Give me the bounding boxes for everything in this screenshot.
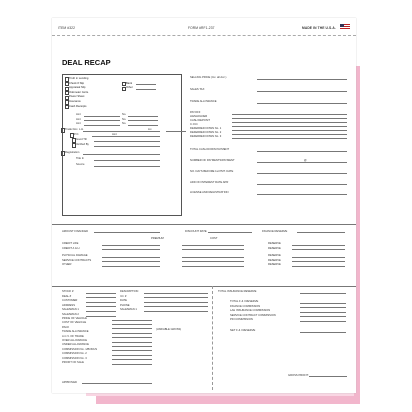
reserve-total-label: FINANCE COMMISSION — [230, 304, 261, 308]
blank-line — [102, 261, 160, 262]
gross-row-label: COMMISSION No. 3 — [62, 356, 87, 360]
gross-row-label: PRICE OF VEHICLE — [62, 317, 87, 320]
title-in-label: Title In — [76, 157, 84, 160]
deal-field-mid-label: I.D. # — [120, 294, 127, 298]
gross-profit-label: GROSS PROFIT: — [288, 374, 309, 377]
checklist-label: Power Sheet — [69, 95, 85, 99]
blank-line — [232, 118, 347, 119]
gross-row-label: TRADE ALLOWANCE — [62, 330, 89, 334]
blank-line — [130, 136, 160, 137]
blank-line — [292, 245, 345, 246]
blank-line — [84, 125, 120, 126]
blank-line — [144, 306, 208, 307]
registration-label: Registration — [65, 151, 80, 154]
payment-field-label: NO. DAYS BEFORE 1st PMT. DATE — [190, 170, 234, 173]
blank-line — [112, 324, 152, 325]
section-divider-2 — [52, 286, 356, 287]
blank-line — [84, 120, 120, 121]
deal-field-mid-label: PHONE — [120, 303, 130, 307]
blank-line — [257, 162, 347, 163]
section-divider — [52, 224, 356, 225]
item-number: ITEM #322 — [58, 26, 76, 30]
deal-field-label: SALESMAN 2 — [62, 313, 79, 316]
amt-label: Amt — [76, 117, 81, 121]
payment-field-label: SELLING PRICE (Inc. all Acc.) — [190, 76, 227, 79]
insurance-label: CREDIT LIFE — [62, 242, 79, 245]
discount-rate-label: DISCOUNT RATE — [185, 230, 207, 233]
gross-row-label: PACK — [62, 325, 70, 329]
approved-label: APPROVED — [62, 381, 77, 384]
checklist-label: Insurance — [69, 100, 81, 103]
blank-line — [300, 321, 346, 322]
blank-line — [102, 245, 160, 246]
checklist-label: Check # Slip — [69, 81, 85, 85]
blank-line — [112, 333, 152, 334]
blank-line — [182, 249, 244, 250]
payment-at-symbol: @ — [304, 159, 307, 162]
payment-field-label: ADD ON INTEREST RATE APR — [190, 181, 229, 184]
blank-line — [257, 184, 347, 185]
blank-line — [112, 320, 152, 321]
blank-line — [128, 125, 158, 126]
blank-line — [292, 257, 345, 258]
reserve-label: RESERVE — [268, 246, 281, 250]
blank-line — [166, 131, 186, 132]
blank-line — [86, 316, 116, 317]
source-label: Source — [76, 163, 85, 166]
blank-line — [232, 138, 347, 139]
checklist-label: Truth in Lending — [69, 77, 89, 80]
blank-line — [86, 293, 116, 294]
blank-line — [94, 166, 160, 167]
lic-label: Lic. — [148, 128, 153, 131]
payment-field-label: TOTAL CASH DOWN PAYMENT — [190, 148, 230, 151]
reserve-total-label: TOTAL INSURANCE RESERVE — [218, 290, 257, 293]
no-label: No. — [122, 122, 127, 126]
gross-row-label: OVER ALLOWANCE — [62, 339, 87, 342]
deal-field-label: DEAL # — [62, 294, 72, 298]
payment-field-label: LICENSE AND REGISTRATION — [190, 191, 229, 194]
payment-field-label: PAYOFF — [190, 111, 201, 114]
blank-line — [144, 311, 208, 312]
blank-line — [144, 297, 208, 298]
gross-row-label: A.C.V. OF TRADE — [62, 334, 84, 338]
gross-row-label: PROFIT OF SALE — [62, 361, 84, 364]
blank-line — [86, 297, 116, 298]
blank-line — [86, 311, 116, 312]
deal-field-mid-label: DATE — [120, 299, 127, 303]
blank-line — [300, 303, 346, 304]
blank-line — [144, 302, 208, 303]
blank-line — [232, 122, 347, 123]
blank-line — [86, 302, 116, 303]
discount-rate-line — [208, 232, 252, 233]
us-flag-icon — [340, 24, 350, 30]
gross-row-label: COMMISSION No. 1/BONUS — [62, 347, 98, 351]
blank-line — [112, 328, 152, 329]
gross-row-label: UNDER ALLOWANCE — [62, 343, 89, 347]
form-number: FORM #RF1-237 — [188, 26, 215, 30]
blank-line — [83, 154, 160, 155]
blank-line — [128, 120, 158, 121]
blank-line — [112, 359, 152, 360]
blank-line — [182, 266, 244, 267]
blank-line — [136, 84, 156, 85]
column-divider — [212, 286, 213, 390]
amount-financed-label: AMOUNT FINANCED — [62, 230, 89, 233]
reserve-label: RESERVE — [268, 254, 281, 257]
blank-line — [112, 342, 152, 343]
no-label: No. — [122, 113, 127, 116]
amt-label: Amt — [76, 113, 81, 116]
reserve-label: RESERVE — [268, 242, 281, 245]
finance-reserve-label: FINANCE RESERVE — [262, 230, 288, 233]
payment-field-label: DEFERRED DOWN No. 2 — [190, 131, 222, 134]
blank-line — [102, 266, 160, 267]
deal-recap-form — [52, 18, 356, 393]
blank-line — [182, 245, 244, 246]
form-title: DEAL RECAP — [62, 58, 111, 67]
blank-line — [232, 134, 347, 135]
reserve-total-label: LAH INSURANCE COMMISSION — [230, 309, 271, 313]
checklist-side-label: Bank — [126, 81, 133, 85]
variable-gross-label: (VARIABLE GROSS) — [156, 328, 182, 331]
blank-line — [292, 261, 345, 262]
blank-line — [94, 146, 160, 147]
blank-line — [300, 293, 346, 294]
blank-line — [94, 160, 160, 161]
blank-line — [102, 257, 160, 258]
payment-field-label: TRADE ALLOWANCE — [190, 100, 217, 103]
gross-row-label: COST OF VEHICLE — [62, 321, 87, 325]
blank-line — [257, 194, 347, 195]
insurance-label: OTHER — [62, 263, 72, 266]
blank-line — [292, 249, 345, 250]
reserve-label: RESERVE — [268, 258, 281, 262]
checklist-label: Cash Receipts — [69, 104, 87, 108]
blank-line — [300, 307, 346, 308]
deal-field-mid-label: DESCRIPTION — [120, 290, 139, 293]
reserve-total-label: TOTAL F & I RESERVE — [230, 300, 259, 303]
blank-line — [136, 89, 156, 90]
cost-header: COST — [210, 237, 218, 240]
insurance-label: CREDIT A & H — [62, 246, 80, 250]
gross-profit-line — [309, 376, 347, 377]
deal-field-label: ADDRESS — [62, 303, 75, 307]
amt-label: Amt — [76, 122, 81, 126]
blank-line — [257, 91, 347, 92]
blank-line — [112, 355, 152, 356]
reserve-label: RESERVE — [268, 263, 281, 266]
blank-line — [232, 126, 347, 127]
made-in-usa: MADE IN THE U.S.A. — [302, 26, 336, 30]
deal-field-label: CUSTOMER — [62, 299, 78, 303]
pic-label: P.O. — [74, 133, 80, 136]
blank-line — [94, 141, 160, 142]
blank-line — [86, 306, 116, 307]
blank-line — [112, 337, 152, 338]
amount-financed-line — [94, 232, 160, 233]
blank-line — [84, 116, 120, 117]
perforation-line — [52, 35, 356, 36]
blank-line — [128, 116, 158, 117]
blank-line — [257, 173, 347, 174]
deal-field-label: STOCK # — [62, 290, 74, 293]
blank-line — [257, 151, 347, 152]
blank-line — [300, 332, 346, 333]
no-label: No. — [122, 117, 127, 121]
blank-line — [300, 312, 346, 313]
checklist-label: Appraisal Slip — [69, 86, 86, 90]
blank-line — [182, 261, 244, 262]
finance-reserve-line — [297, 232, 345, 233]
blank-line — [112, 364, 152, 365]
blank-line — [292, 266, 345, 267]
payment-field-label: DEFERRED DOWN No. 3 — [190, 135, 222, 138]
blank-line — [257, 103, 347, 104]
blank-line — [112, 350, 152, 351]
reserve-total-label: PDI COMMISSION — [230, 318, 253, 322]
payment-field-label: LIENHOLDER — [190, 115, 208, 118]
insurance-label: PHYSICAL DAMAGE — [62, 254, 88, 257]
blank-line — [144, 293, 208, 294]
blank-line — [112, 346, 152, 347]
amt-label: Amt — [112, 133, 117, 136]
verified-by-label: Verified By — [76, 143, 89, 146]
blank-line — [232, 114, 347, 115]
approved-line — [82, 383, 152, 384]
payment-field-label: SALES TAX — [190, 88, 205, 91]
checklist-label: Odometer Certs. — [69, 90, 89, 94]
premium-header: PREMIUM — [151, 237, 164, 240]
blank-line — [182, 257, 244, 258]
good-till-label: Good Till — [76, 138, 87, 141]
reserve-total-label: SERVICE CONTRACT COMMISSION — [230, 313, 276, 317]
blank-line — [300, 316, 346, 317]
blank-line — [257, 79, 347, 80]
insurance-label: SERVICE CONTRACTS — [62, 258, 92, 262]
deal-field-label: SALESMAN 1 — [62, 308, 79, 312]
gross-row-label: COMMISSION No. 2 — [62, 352, 87, 356]
reserve-total-label: NET F & I RESERVE — [230, 329, 256, 332]
payment-field-label: DEFERRED DOWN No. 1 — [190, 127, 222, 130]
blank-line — [102, 249, 160, 250]
blank-line — [232, 130, 347, 131]
payment-field-label: C.O.D. — [190, 123, 199, 126]
payment-field-label: NUMBER OF PAYMENTS/PAYMENT — [190, 159, 235, 162]
trade-doc-label: Trade Doc. L.H. — [65, 128, 84, 131]
checklist-side-label: Other — [126, 86, 133, 90]
deal-field-mid-label: SALESMAN 1 — [120, 308, 137, 312]
payment-field-label: CASH DEPOSIT — [190, 119, 211, 122]
